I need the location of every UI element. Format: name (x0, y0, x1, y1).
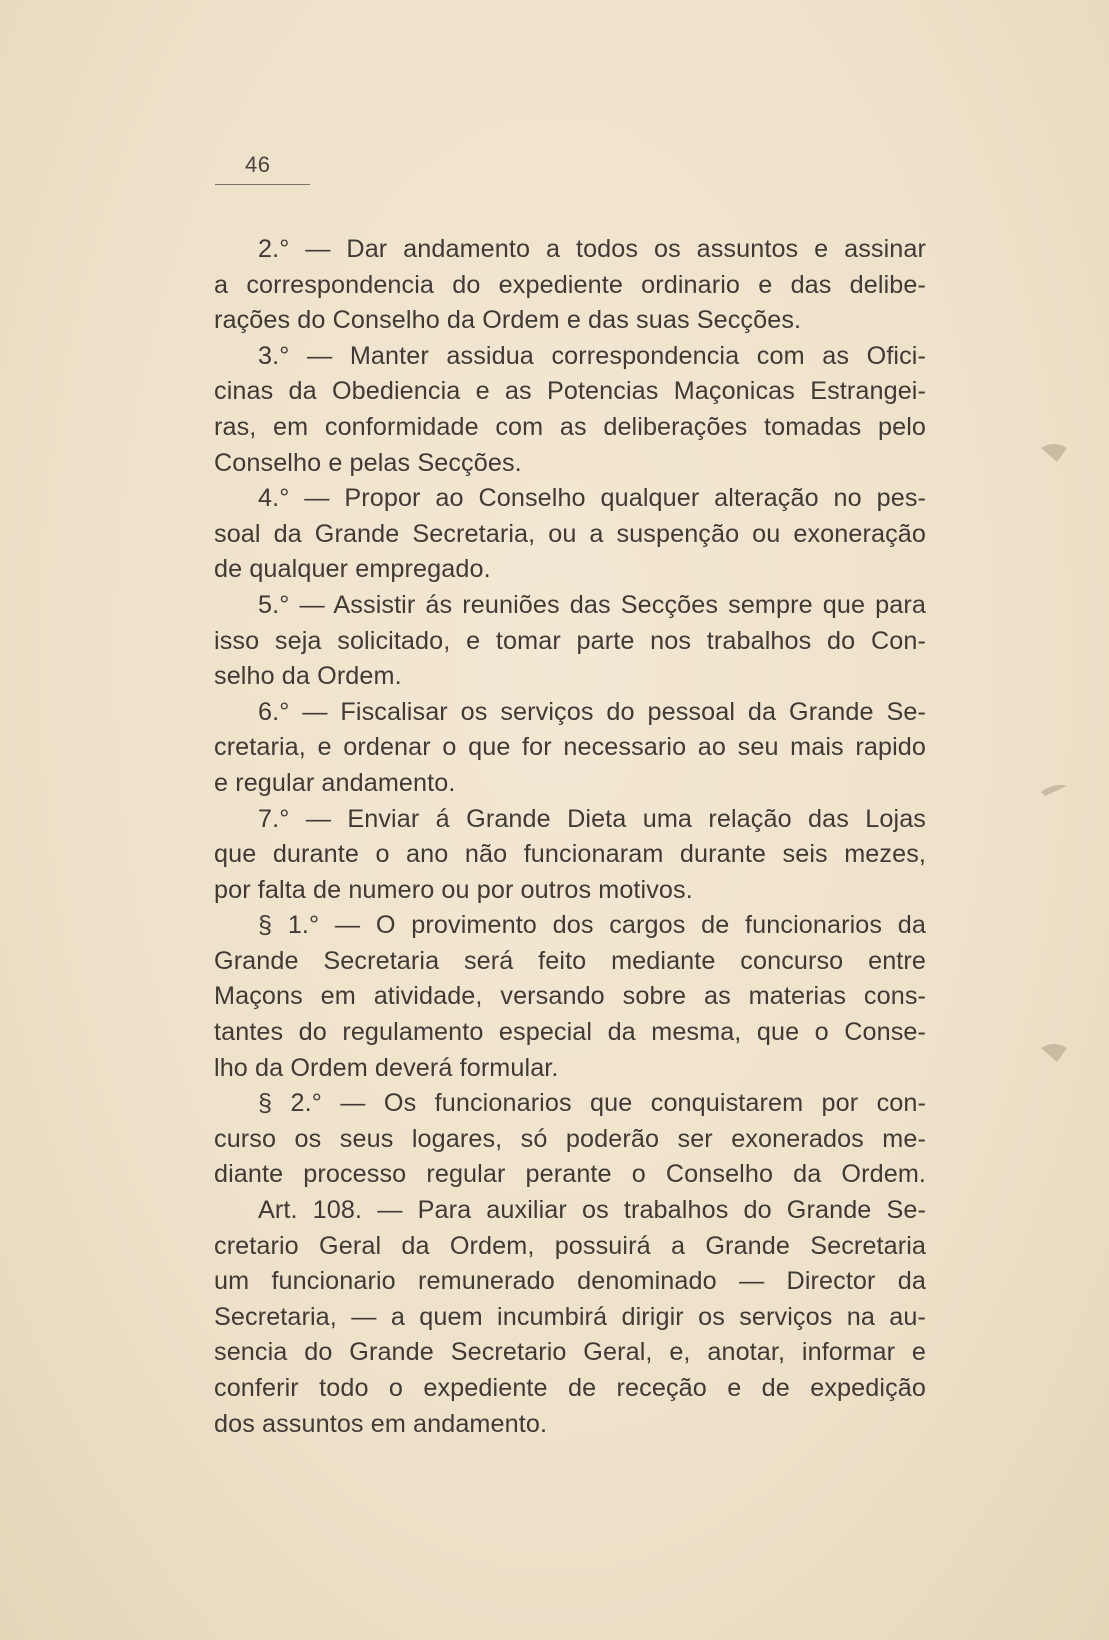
text-line: Art. 108. — Para auxiliar os trabalhos do Grande Se- (258, 1196, 926, 1225)
page-number-rule (215, 184, 310, 185)
text-line: a correspondencia do expediente ordinario e das delibe- (214, 270, 926, 299)
text-line: cinas da Obediencia e as Potencias Maçonicas Estrangei- (214, 377, 926, 406)
text-line: Secretaria, — a quem incumbirá dirigir os serviços na au- (214, 1302, 926, 1331)
text-line: cretario Geral da Ordem, possuirá a Grande Secretaria (214, 1231, 926, 1260)
text-line: 6.° — Fiscalisar os serviços do pessoal da Grande Se- (258, 697, 926, 726)
text-line: rações do Conselho da Ordem e das suas Secções. (214, 306, 802, 335)
text-line: 2.° — Dar andamento a todos os assuntos e assinar (258, 235, 926, 263)
text-line: soal da Grande Secretaria, ou a suspenção ou exoneração (214, 519, 926, 548)
text-line: Grande Secretaria será feito mediante concurso entre (214, 946, 926, 975)
text-line: tantes do regulamento especial da mesma, que o Conse- (214, 1018, 926, 1047)
text-line: 3.° — Manter assidua correspondencia com as Ofici- (258, 341, 926, 370)
text-line: selho da Ordem. (214, 662, 402, 691)
text-line: Maçons em atividade, versando sobre as materias cons- (214, 982, 926, 1011)
text-line: ras, em conformidade com as deliberações tomadas pelo (214, 412, 926, 441)
text-line: sencia do Grande Secretario Geral, e, anotar, informar e (214, 1338, 926, 1367)
bleed-mark (1039, 1040, 1069, 1064)
body-text (214, 232, 926, 1442)
text-line: isso seja solicitado, e tomar parte nos trabalhos do Con- (214, 626, 926, 655)
text-line: e regular andamento. (214, 768, 456, 797)
text-line: 7.° — Enviar á Grande Dieta uma relação das Lojas (258, 804, 926, 833)
text-line: conferir todo o expediente de receção e de expedição (214, 1374, 926, 1402)
text-line: que durante o ano não funcionaram durante seis mezes, (214, 840, 926, 869)
text-line: Conselho e pelas Secções. (214, 448, 522, 477)
bleed-mark (1039, 440, 1069, 464)
text-line: de qualquer empregado. (214, 555, 491, 584)
text-line: diante processo regular perante o Conselho da Ordem. (214, 1160, 926, 1189)
page-number: 46 (245, 152, 271, 177)
text-line: § 1.° — O provimento dos cargos de funcionarios da (258, 911, 926, 940)
text-line: por falta de numero ou por outros motivos. (214, 875, 693, 904)
text-line: 5.° — Assistir ás reuniões das Secções sempre que para (258, 590, 926, 619)
text-line: curso os seus logares, só poderão ser exonerados me- (214, 1124, 926, 1153)
text-line: 4.° — Propor ao Conselho qualquer alteração no pes- (258, 484, 926, 513)
text-line: § 2.° — Os funcionarios que conquistarem por con- (258, 1089, 926, 1118)
text-line: dos assuntos em andamento. (214, 1409, 548, 1438)
text-line: cretaria, e ordenar o que for necessario ao seu mais rapido (214, 733, 926, 762)
text-line: lho da Ordem deverá formular. (214, 1053, 559, 1082)
text-line: um funcionario remunerado denominado — Director da (214, 1267, 926, 1296)
bleed-mark (1039, 776, 1069, 800)
page-header (215, 152, 310, 185)
